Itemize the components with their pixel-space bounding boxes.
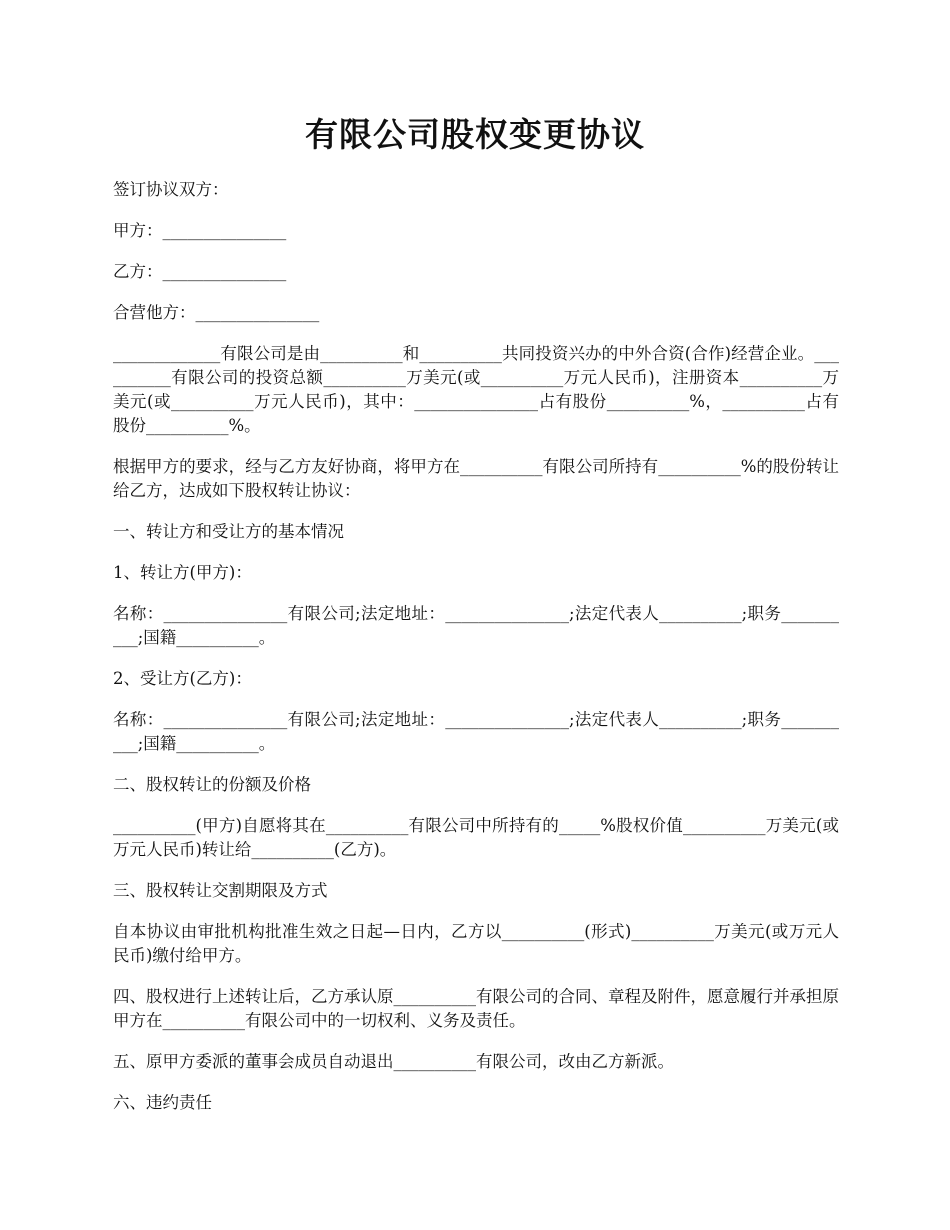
party-b-line: 乙方：_______________ xyxy=(113,262,287,281)
document-body xyxy=(113,178,839,1132)
section-5-paragraph: 五、原甲方委派的董事会成员自动退出__________有限公司，改由乙方新派。 xyxy=(113,1052,674,1071)
section-6-heading: 六、违约责任 xyxy=(113,1093,212,1112)
transferor-details: 名称：_______________有限公司;法定地址：_______________;法定代表人__________;职务__________;国籍__________。 xyxy=(113,604,839,647)
parties-heading: 签订协议双方： xyxy=(113,180,229,199)
company-background-paragraph: _____________有限公司是由__________和__________共同投资兴办的中外合资(合作)经营企业。__________有限公司的投资总额__________万美元(或__________万元人民币)，注册资本__________万美元(或__________万元人民币)，其中：_______________占有股份__________%，__________占有股份__________%。 xyxy=(113,344,839,435)
transfer-share-price-paragraph: __________(甲方)自愿将其在__________有限公司中所持有的_____%股权价值__________万美元(或万元人民币)转让给__________(乙方)。 xyxy=(113,816,839,859)
section-4-paragraph: 四、股权进行上述转让后，乙方承认原__________有限公司的合同、章程及附件，愿意履行并承担原甲方在__________有限公司中的一切权利、义务及责任。 xyxy=(113,987,839,1030)
transferee-details: 名称：_______________有限公司;法定地址：_______________;法定代表人__________;职务__________;国籍__________。 xyxy=(113,710,839,753)
party-a-line: 甲方：_______________ xyxy=(113,221,287,240)
section-2-heading: 二、股权转让的份额及价格 xyxy=(113,775,311,794)
payment-terms-paragraph: 自本协议由审批机构批准生效之日起—日内，乙方以__________(形式)__________万美元(或万元人民币)缴付给甲方。 xyxy=(113,922,839,965)
agreement-intro-paragraph: 根据甲方的要求，经与乙方友好协商，将甲方在__________有限公司所持有__________%的股份转让给乙方，达成如下股权转让协议： xyxy=(113,457,839,500)
document-title: 有限公司股权变更协议 xyxy=(305,115,645,154)
transferor-subheading: 1、转让方(甲方)： xyxy=(113,563,252,582)
other-party-line: 合营他方：_______________ xyxy=(113,303,320,322)
section-1-heading: 一、转让方和受让方的基本情况 xyxy=(113,522,344,541)
transferee-subheading: 2、受让方(乙方)： xyxy=(113,669,252,688)
section-3-heading: 三、股权转让交割期限及方式 xyxy=(113,881,328,900)
